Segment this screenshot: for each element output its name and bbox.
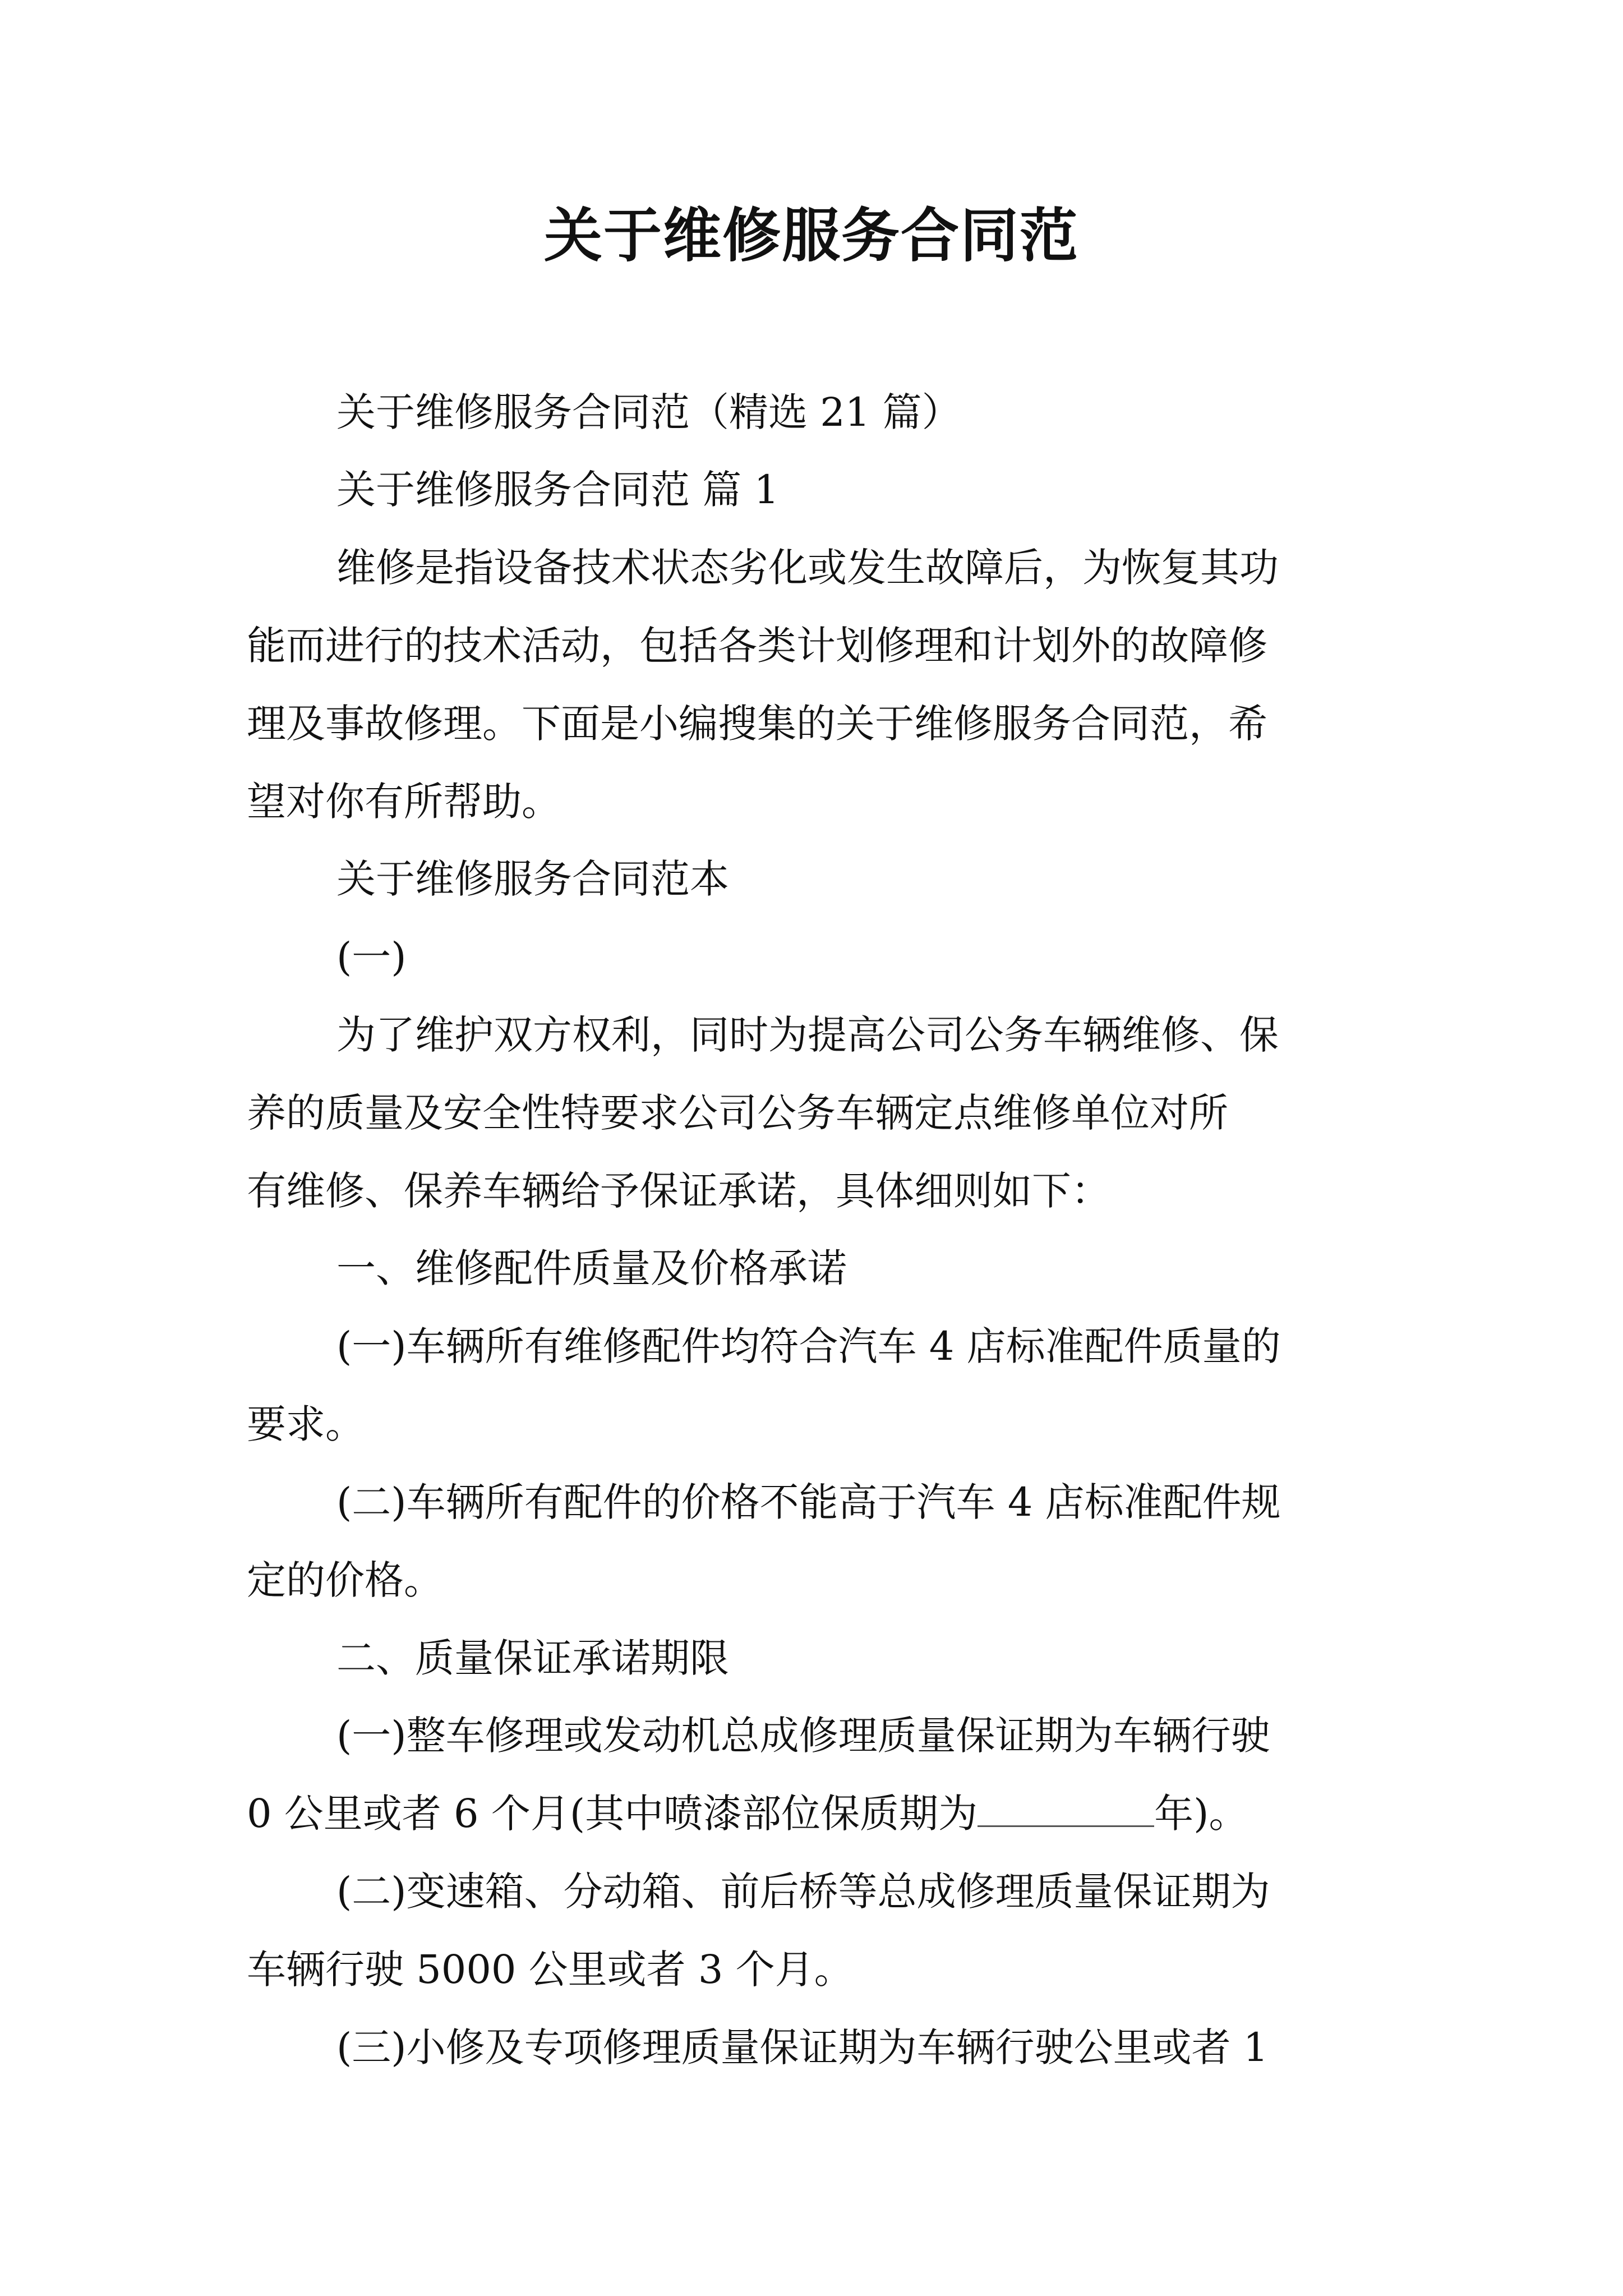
paragraph-line: 定的价格。 xyxy=(247,1557,443,1603)
paragraph-line: 要求。 xyxy=(247,1401,365,1447)
fill-in-blank xyxy=(978,1793,1154,1827)
section-heading: 关于维修服务合同范 篇 1 xyxy=(336,467,780,513)
paragraph-line xyxy=(247,1788,1391,1839)
paragraph-line: 理及事故修理。下面是小编搜集的关于维修服务合同范，希 xyxy=(247,701,1267,747)
paragraph-line: (二)变速箱、分动箱、前后桥等总成修理质量保证期为 xyxy=(336,1869,1270,1915)
paragraph-line: (一)车辆所有维修配件均符合汽车 4 店标准配件质量的 xyxy=(336,1323,1281,1369)
paragraph-line: 望对你有所帮助。 xyxy=(247,779,561,825)
paragraph-line: (一)整车修理或发动机总成修理质量保证期为车辆行驶 xyxy=(336,1713,1270,1759)
paragraph-line: (三)小修及专项修理质量保证期为车辆行驶公里或者 1 xyxy=(336,2024,1269,2070)
subtitle-line: 关于维修服务合同范（精选 21 篇） xyxy=(336,389,961,435)
paragraph-line: 维修是指设备技术状态劣化或发生故障后，为恢复其功 xyxy=(336,545,1279,591)
section-number: (一) xyxy=(336,934,407,980)
paragraph-text: 0 公里或者 6 个月(其中喷漆部位保质期为 xyxy=(247,1791,978,1837)
paragraph-line: 能而进行的技术活动，包括各类计划修理和计划外的故障修 xyxy=(247,623,1267,669)
paragraph-text: 年)。 xyxy=(1154,1791,1248,1837)
section-heading: 二、质量保证承诺期限 xyxy=(336,1635,729,1681)
paragraph-line: 有维修、保养车辆给予保证承诺，具体细则如下： xyxy=(247,1168,1110,1214)
paragraph-line: (二)车辆所有配件的价格不能高于汽车 4 店标准配件规 xyxy=(336,1479,1281,1525)
paragraph-line: 为了维护双方权利，同时为提高公司公务车辆维修、保 xyxy=(336,1012,1279,1058)
paragraph-line: 车辆行驶 5000 公里或者 3 个月。 xyxy=(247,1947,854,1993)
section-heading: 一、维修配件质量及价格承诺 xyxy=(336,1245,847,1291)
section-heading: 关于维修服务合同范本 xyxy=(336,856,729,902)
paragraph-line: 养的质量及安全性特要求公司公务车辆定点维修单位对所 xyxy=(247,1090,1228,1136)
document-title: 关于维修服务合同范 xyxy=(543,201,1079,270)
